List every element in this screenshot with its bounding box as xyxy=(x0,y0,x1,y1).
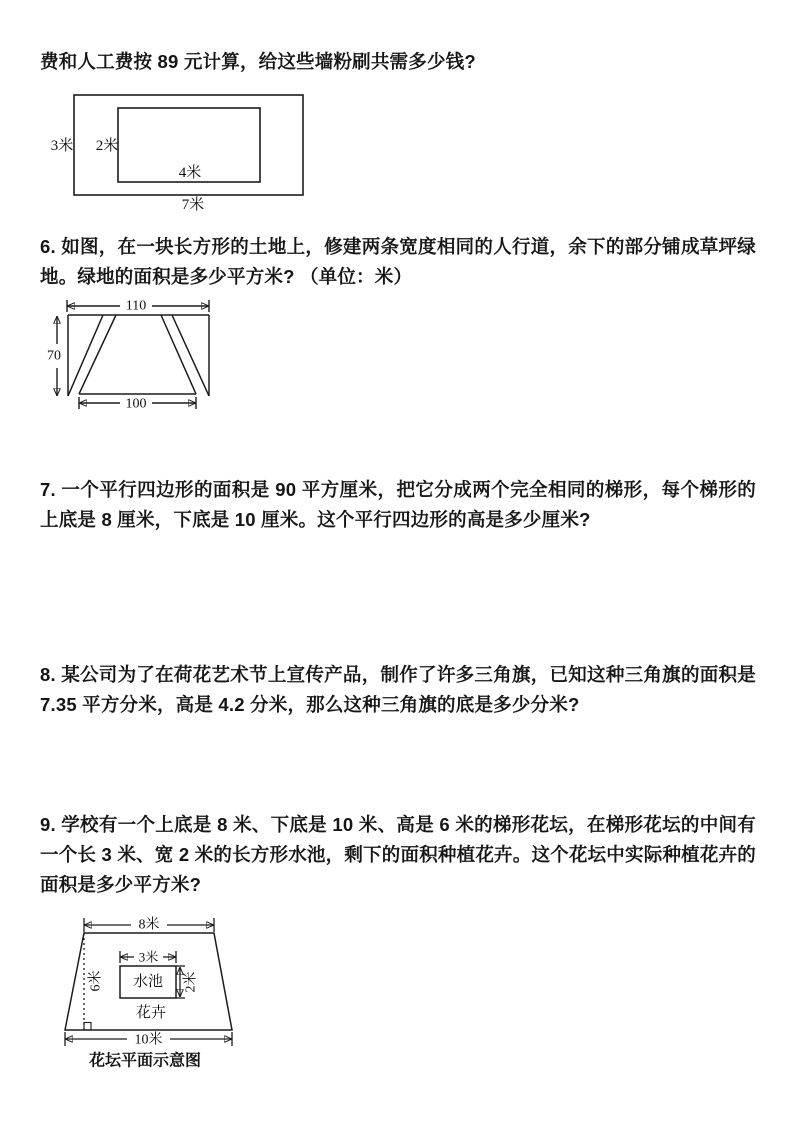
outer-width-label: 7米 xyxy=(181,197,205,213)
figure-walkways xyxy=(40,296,230,421)
flower-area-label: 花卉 xyxy=(135,1005,167,1021)
pool-width-label: 3米 xyxy=(138,949,159,965)
walkway-edges xyxy=(68,315,209,396)
problem-8-text: 8. 某公司为了在荷花艺术节上宣传产品，制作了许多三角旗，已知这种三角旗的面积是 7.35 平方分米，高是 4.2 分米，那么这种三角旗的底是多少分米? xyxy=(40,664,756,715)
land-outline xyxy=(68,315,209,396)
figure-caption: 花坛平面示意图 xyxy=(88,1052,202,1070)
inner-height-label: 2米 xyxy=(95,138,119,154)
pool-height-label: 2米 xyxy=(183,971,199,993)
bottom-width-label: 100 xyxy=(125,396,147,412)
problem-6-text: 6. 如图，在一块长方形的土地上，修建两条宽度相同的人行道，余下的部分铺成草坪绿地。绿地的面积是多少平方米? （单位：米） xyxy=(40,236,756,287)
height-label: 6米 xyxy=(88,970,104,992)
problem-9-text: 9. 学校有一个上底是 8 米、下底是 10 米、高是 6 米的梯形花坛，在梯形花坛的中间有一个长 3 米、宽 2 米的长方形水池，剩下的面积种植花卉。这个花坛中实际种植花卉的面积是多少平方米? xyxy=(40,814,756,895)
figure-flowerbed xyxy=(55,912,250,1077)
top-width-label: 8米 xyxy=(138,917,160,933)
top-width-label: 110 xyxy=(125,298,147,314)
intro-text: 费和人工费按 89 元计算，给这些墙粉刷共需多少钱? xyxy=(40,51,476,72)
bottom-width-label: 10米 xyxy=(134,1032,163,1048)
right-angle-marker xyxy=(84,1023,91,1031)
inner-width-label: 4米 xyxy=(178,165,202,181)
figure-wall-painting xyxy=(40,88,320,220)
height-label: 70 xyxy=(47,348,61,364)
outer-height-label: 3米 xyxy=(50,138,74,154)
problem-7-text: 7. 一个平行四边形的面积是 90 平方厘米，把它分成两个完全相同的梯形，每个梯形的上底是 8 厘米，下底是 10 厘米。这个平行四边形的高是多少厘米? xyxy=(40,479,756,530)
pool-label: 水池 xyxy=(132,974,164,990)
